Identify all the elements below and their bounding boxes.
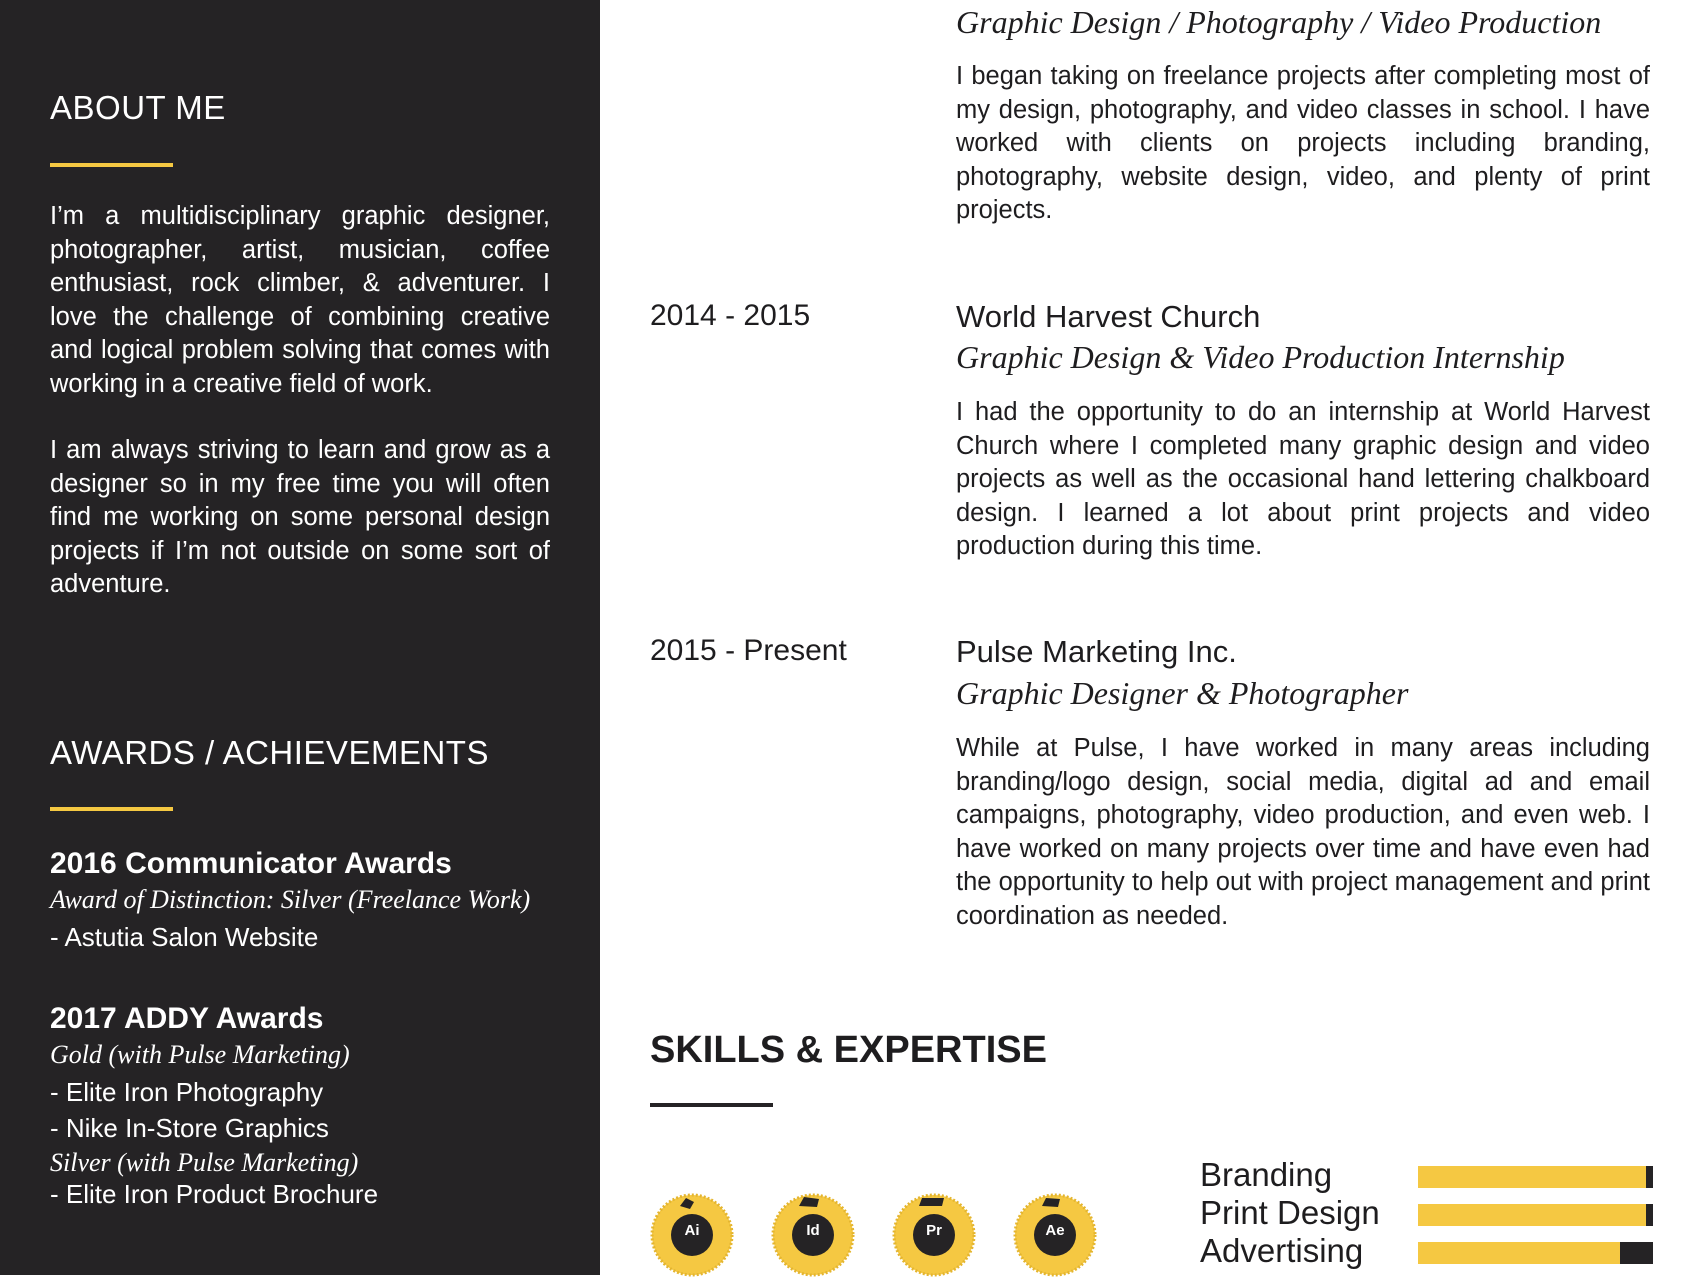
job-role: Graphic Design & Video Production Internship xyxy=(956,339,1565,375)
premiere-icon xyxy=(892,1193,976,1277)
about-heading: ABOUT ME xyxy=(50,89,226,126)
skills-heading: SKILLS & EXPERTISE xyxy=(650,1029,1047,1071)
award-level: Gold (with Pulse Marketing) xyxy=(50,1040,350,1069)
illustrator-icon xyxy=(650,1193,734,1277)
job-company: World Harvest Church xyxy=(956,299,1261,334)
job-description: I had the opportunity to do an internship at World Harvest Church where I completed many graphic design and video projects as well as the occasional hand lettering chalkboard design. I learned a lot about print projects and video production during this time. xyxy=(956,398,1650,560)
award-item: - Elite Iron Product Brochure xyxy=(50,1179,379,1209)
skill-bar xyxy=(1418,1242,1653,1264)
job-company: Pulse Marketing Inc. xyxy=(956,634,1237,669)
award-item: - Astutia Salon Website xyxy=(50,922,319,952)
about-divider xyxy=(50,163,173,167)
skill-label: Branding xyxy=(1200,1156,1333,1193)
job-description: While at Pulse, I have worked in many areas including branding/logo design, social media, digital ad and email campaigns, photography, video production, and even web. I have worked on many projects over time and have even had the opportunity to help out with project management and print coordination as needed. xyxy=(956,734,1650,930)
job-years: 2014 - 2015 xyxy=(650,299,811,332)
about-paragraph-2: I am always striving to learn and grow as a designer so in my free time you will often find me working on some personal design projects if I’m not outside on some sort of adventure. xyxy=(50,436,550,598)
award-title: 2017 ADDY Awards xyxy=(50,1002,324,1035)
badge-label: Pr xyxy=(926,1222,942,1239)
job-role: Graphic Design / Photography / Video Production xyxy=(956,4,1602,40)
badge-label: Id xyxy=(806,1222,820,1239)
job-years: 2015 - Present xyxy=(650,634,847,667)
about-paragraph-1: I’m a multidisciplinary graphic designer, photographer, artist, musician, coffee enthusiast, rock climber, & adventurer. I love the challenge of combining creative and logical problem solving that comes with working in a creative field of work. xyxy=(50,202,550,398)
skill-fill xyxy=(1418,1242,1620,1264)
awards-divider xyxy=(50,807,173,811)
award-item: - Elite Iron Photography xyxy=(50,1077,324,1107)
after-effects-icon xyxy=(1013,1193,1097,1277)
job-description: I began taking on freelance projects after completing most of my design, photography, and video classes in school. I have worked with clients on projects including branding, photography, website design, video, and plenty of print projects. xyxy=(956,62,1650,224)
skill-bar xyxy=(1418,1166,1653,1188)
award-item: - Nike In-Store Graphics xyxy=(50,1113,329,1143)
skill-label: Advertising xyxy=(1200,1232,1364,1269)
skills-divider xyxy=(650,1103,773,1107)
skill-label: Print Design xyxy=(1200,1194,1380,1231)
skill-fill xyxy=(1418,1166,1646,1188)
skill-bar xyxy=(1418,1204,1653,1226)
award-title: 2016 Communicator Awards xyxy=(50,847,452,880)
award-level: Award of Distinction: Silver (Freelance Work) xyxy=(50,885,531,914)
indesign-icon xyxy=(771,1193,855,1277)
award-level: Silver (with Pulse Marketing) xyxy=(50,1148,359,1177)
skill-fill xyxy=(1418,1204,1646,1226)
awards-heading: AWARDS / ACHIEVEMENTS xyxy=(50,734,489,771)
badge-label: Ai xyxy=(684,1222,700,1239)
badge-label: Ae xyxy=(1045,1222,1065,1239)
job-role: Graphic Designer & Photographer xyxy=(956,675,1409,711)
sidebar xyxy=(0,0,600,1275)
